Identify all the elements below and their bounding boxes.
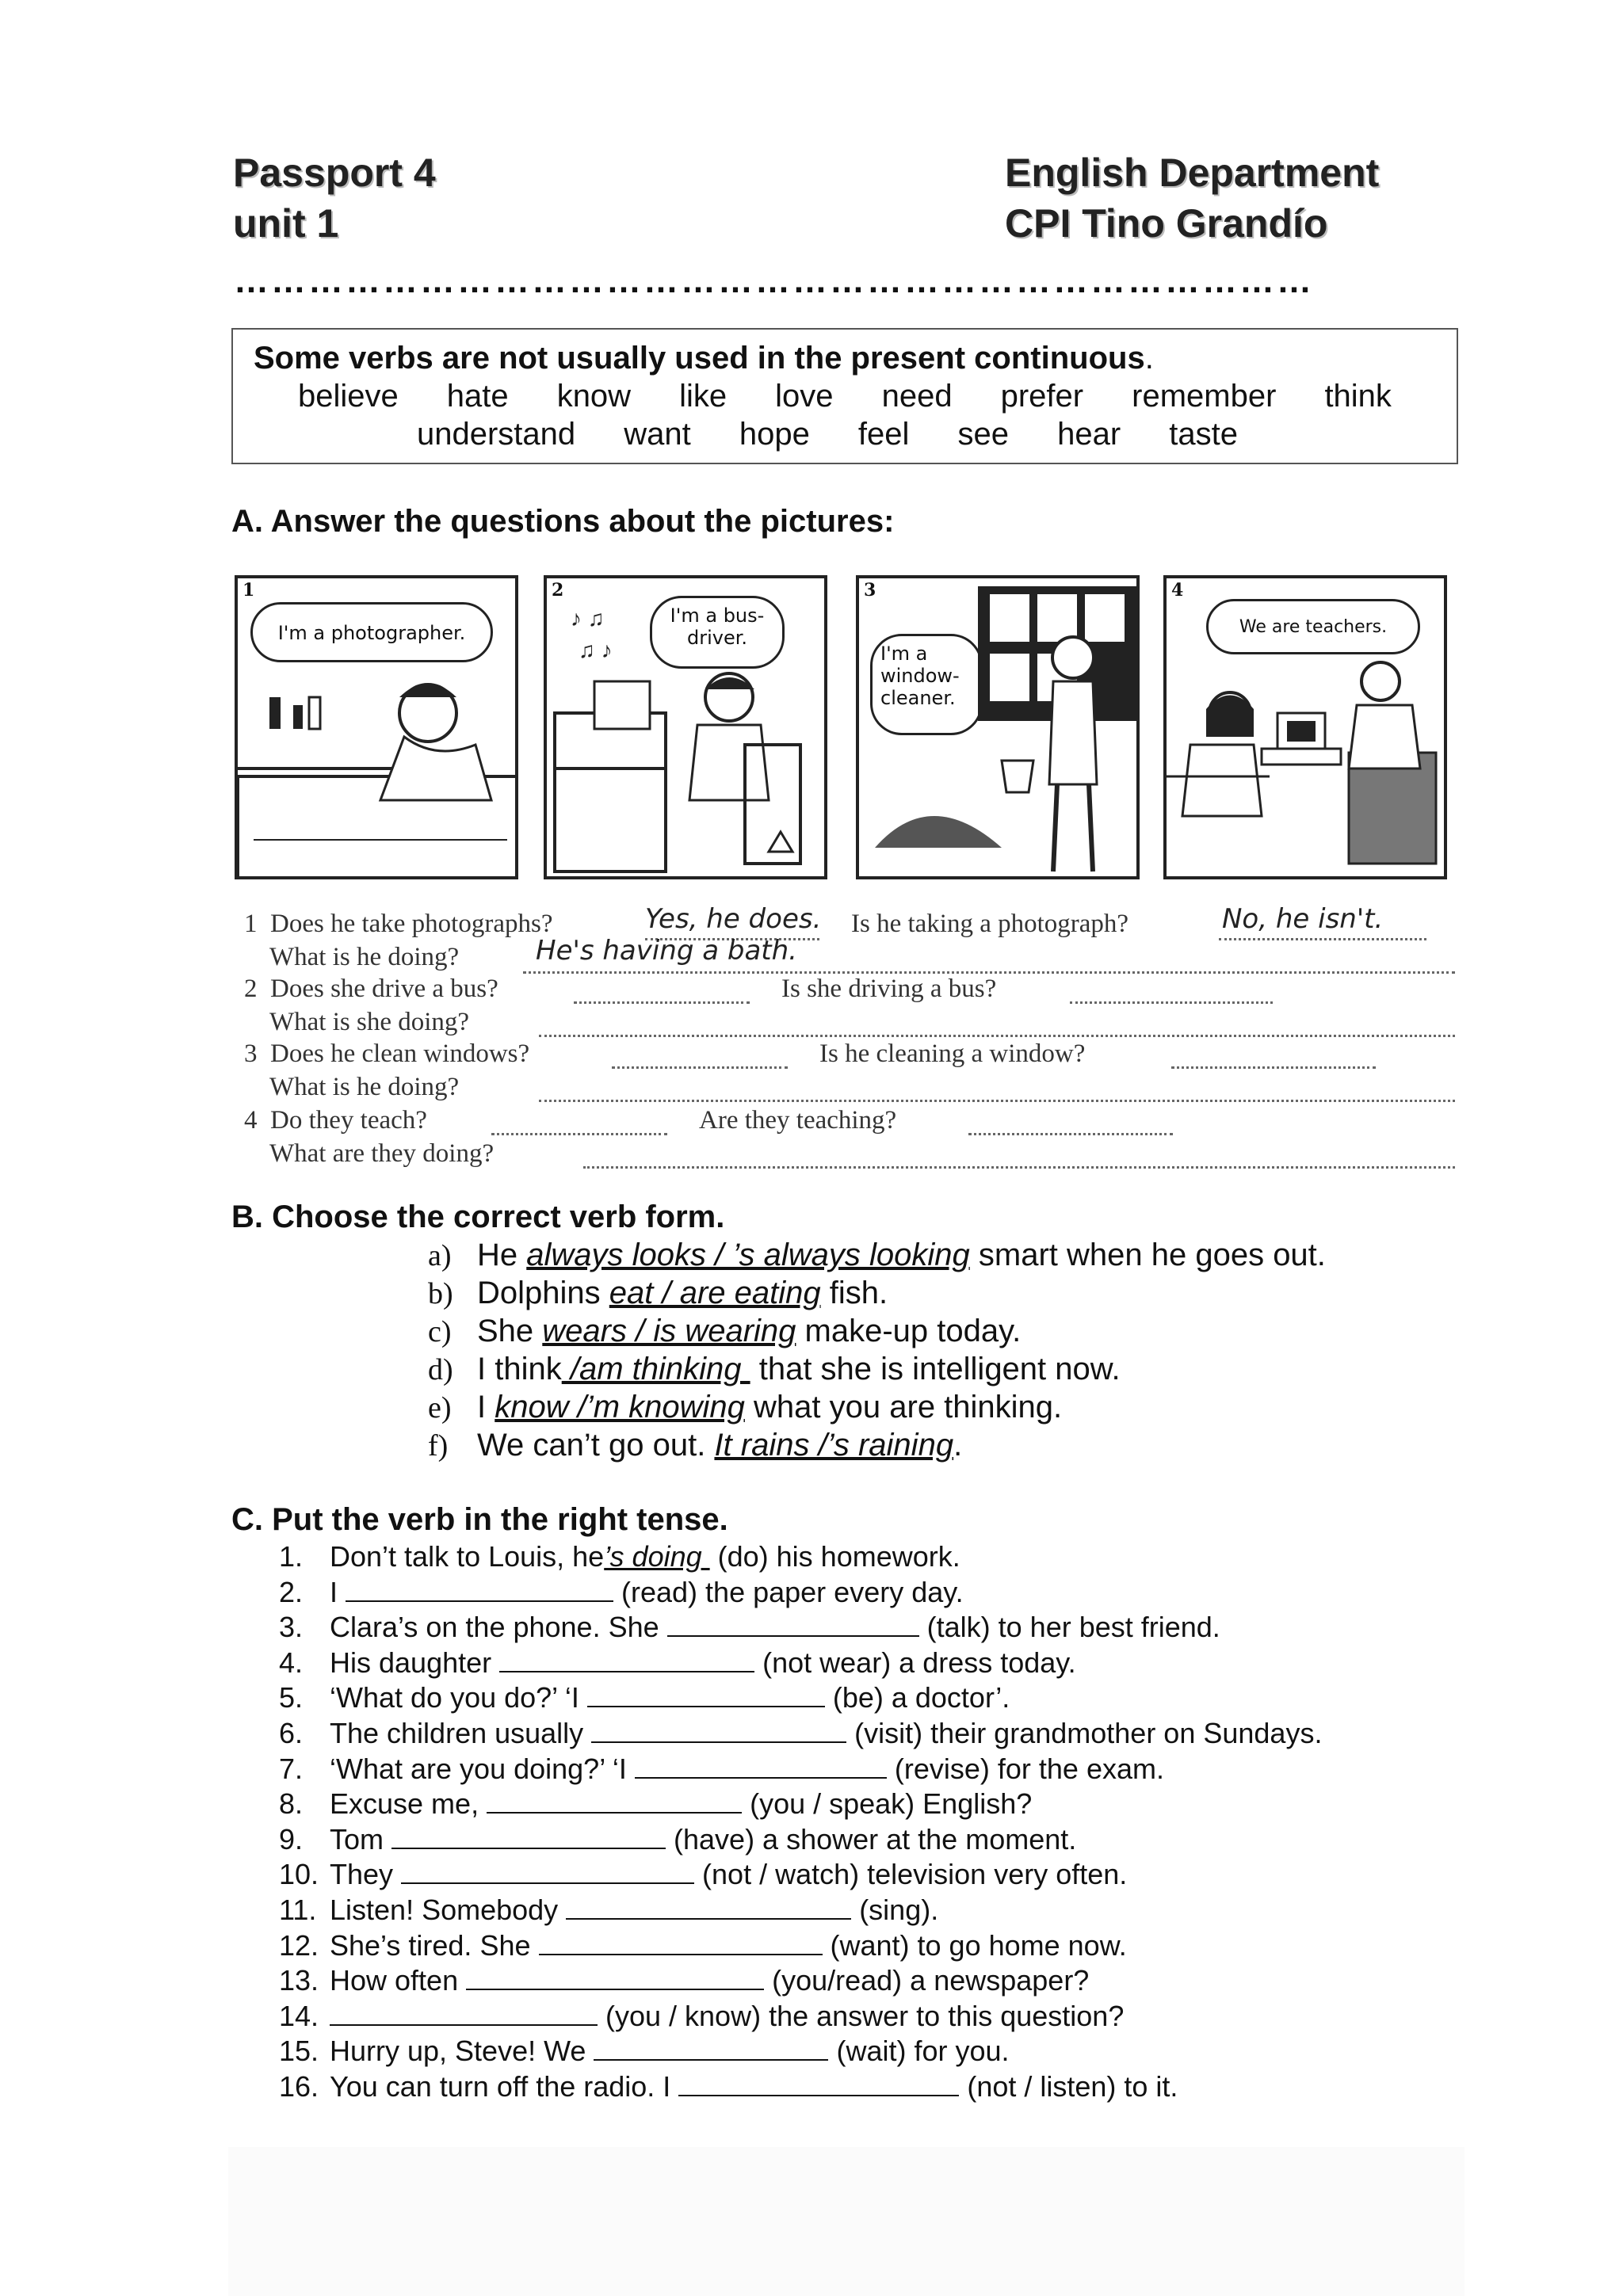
question-2-2: Is she driving a bus? (781, 974, 997, 1003)
item-text-after: (be) a doctor’. (824, 1681, 1010, 1714)
exercise-item (279, 1540, 960, 1573)
answer-line (539, 1035, 1455, 1037)
answer-line (583, 1166, 1455, 1169)
item-number: 7. (279, 1752, 304, 1785)
exercise-item (279, 2035, 1010, 2068)
answer-blank[interactable] (566, 1894, 851, 1920)
verb-word: hear (1057, 417, 1121, 452)
teachers-illustration (1167, 578, 1447, 879)
answer-blank[interactable] (487, 1788, 742, 1814)
item-text-after: make-up today. (796, 1314, 1022, 1348)
exercise-item (279, 2070, 1178, 2103)
item-text-before: Hurry up, Steve! We (330, 2035, 594, 2068)
item-number: 4. (279, 1646, 304, 1679)
item-text-after: (have) a shower at the moment. (666, 1822, 1077, 1855)
verb-options[interactable]: It rains /’s raining (714, 1428, 954, 1463)
item-text-after: (you / know) the answer to this question? (598, 1999, 1125, 2032)
item-letter: c) (428, 1315, 452, 1348)
verb-word: know (556, 379, 632, 414)
item-text-before: ‘What do you do?’ ‘I (330, 1681, 587, 1714)
verb-word: believe (298, 379, 399, 414)
verb-word: understand (417, 417, 576, 452)
question-2-3: What is she doing? (269, 1008, 470, 1036)
verb-word: taste (1169, 417, 1238, 452)
exercise-item (279, 1964, 1089, 1997)
exercise-item (279, 1681, 1010, 1714)
verb-options[interactable]: always looks / ’s always looking (526, 1238, 970, 1272)
answer-blank[interactable] (466, 1965, 764, 1990)
choice-item (428, 1238, 1326, 1273)
item-text-after: (talk) to her best friend. (918, 1611, 1220, 1644)
answer-1-2: No, he isn't. (1222, 903, 1384, 935)
question-3-2: Is he cleaning a window? (819, 1039, 1086, 1068)
choice-item (428, 1352, 1121, 1387)
answer-line (968, 1133, 1173, 1135)
answer-blank[interactable] (499, 1647, 754, 1672)
item-text-after: (sing). (851, 1894, 939, 1926)
choice-item (428, 1390, 1062, 1425)
item-text-before: ‘What are you doing?’ ‘I (330, 1752, 635, 1785)
verb-options[interactable]: know /’m knowing (495, 1390, 745, 1425)
item-text-before: They (330, 1858, 402, 1891)
item-number: 12. (279, 1928, 319, 1962)
verb-row-2 (417, 417, 1238, 452)
item-text-after: (want) to go home now. (822, 1928, 1127, 1962)
item-text-after: (revise) for the exam. (886, 1752, 1164, 1785)
item-number: 1. (279, 1540, 304, 1573)
svg-text:♪ ♫: ♪ ♫ (571, 606, 605, 631)
question-3-3: What is he doing? (269, 1073, 460, 1101)
question-4-2: Are they teaching? (699, 1106, 897, 1135)
item-text-before: Tom (330, 1822, 392, 1855)
item-text-before: His daughter (330, 1646, 500, 1679)
exercise-item (279, 1717, 1322, 1750)
item-number: 15. (279, 2035, 319, 2068)
verb-options[interactable]: eat / are eating (609, 1276, 821, 1310)
exercise-item (279, 1787, 1032, 1821)
item-letter: a) (428, 1239, 452, 1272)
page-bottom-shade (228, 2147, 1465, 2296)
answer-blank[interactable] (539, 1930, 823, 1955)
item-number: 5. (279, 1681, 304, 1714)
item-letter: f) (428, 1429, 449, 1463)
item-text-after: (you/read) a newspaper? (764, 1964, 1090, 1997)
choice-item (428, 1428, 962, 1463)
item-text-after: (do) his homework. (709, 1540, 960, 1573)
title-right-2: CPI Tino Grandío (1005, 201, 1328, 246)
panel-number: 3 (864, 580, 876, 601)
verb-word: need (881, 379, 953, 414)
picture-panel-1 (235, 575, 518, 879)
verb-word: want (624, 417, 691, 452)
item-text-after: (not wear) a dress today. (754, 1646, 1076, 1679)
verb-word: prefer (1000, 379, 1084, 414)
item-number: 16. (279, 2070, 319, 2103)
item-text-before: He (477, 1238, 527, 1272)
speech-bubble: We are teachers. (1206, 599, 1420, 654)
exercise-item (279, 1929, 1127, 1962)
verb-word: hope (739, 417, 810, 452)
panel-number: 4 (1171, 580, 1184, 601)
item-text-before: Excuse me, (330, 1787, 487, 1821)
answer-line (1070, 1001, 1273, 1004)
item-text-after: that she is intelligent now. (750, 1352, 1121, 1386)
woman-at-piano-illustration (547, 578, 827, 879)
answer-blank[interactable] (678, 2071, 959, 2096)
verb-word: like (679, 379, 727, 414)
answer-blank[interactable] (401, 1859, 694, 1884)
window-cleaner-illustration (859, 578, 1140, 879)
question-1-2: Is he taking a photograph? (851, 910, 1129, 938)
exercise-item (279, 1576, 964, 1609)
item-text-before: The children usually (330, 1717, 592, 1749)
exercise-item (279, 1823, 1076, 1856)
question-4-line-1: 4 Do they teach? (244, 1106, 427, 1135)
question-1-3: What is he doing? (269, 943, 460, 971)
picture-panel-3 (856, 575, 1140, 879)
section-a-heading: A. Answer the questions about the pictures: (231, 504, 895, 539)
item-number: 9. (279, 1822, 304, 1855)
item-text-before: She (477, 1314, 543, 1348)
answer-line (1171, 1066, 1376, 1069)
speech-bubble: I'm a bus-driver. (650, 596, 785, 669)
item-number: 11. (279, 1894, 317, 1926)
answer-blank[interactable] (330, 2000, 598, 2026)
item-number: 14. (279, 1999, 319, 2032)
item-letter: b) (428, 1277, 453, 1310)
section-c-heading: C. Put the verb in the right tense. (231, 1502, 728, 1537)
title-left-1: Passport 4 (233, 151, 436, 195)
verb-word: remember (1132, 379, 1277, 414)
verb-box-title: Some verbs are not usually used in the present continuous. (254, 341, 1154, 376)
item-text-after: (wait) for you. (828, 2035, 1010, 2068)
verb-row-1 (298, 379, 1392, 414)
item-text-before: Listen! Somebody (330, 1894, 567, 1926)
item-letter: e) (428, 1391, 452, 1425)
section-b-heading: B. Choose the correct verb form. (231, 1199, 725, 1234)
item-text-before: Clara’s on the phone. She (330, 1611, 667, 1644)
verb-word: hate (446, 379, 509, 414)
question-2-line-1: 2 Does she drive a bus? (244, 974, 498, 1003)
item-text-after: (not / listen) to it. (959, 2070, 1178, 2103)
item-text-after: what you are thinking. (744, 1390, 1063, 1425)
answer-1-1: Yes, he does. (645, 903, 822, 935)
item-text-before: She’s tired. She (330, 1928, 539, 1962)
exercise-item (279, 1858, 1127, 1891)
item-text-after: fish. (820, 1276, 888, 1310)
item-text-after: (read) the paper every day. (613, 1575, 964, 1608)
question-1-line-1: 1 Does he take photographs? (244, 910, 553, 938)
question-4-3: What are they doing? (269, 1139, 495, 1168)
answer-blank[interactable] (667, 1611, 919, 1637)
picture-panel-2 (544, 575, 827, 879)
speech-bubble: I'm a photographer. (250, 602, 493, 662)
svg-text:♫ ♪: ♫ ♪ (579, 638, 613, 662)
item-number: 2. (279, 1575, 304, 1608)
answer-line (491, 1133, 667, 1135)
verb-options[interactable]: wears / is wearing (542, 1314, 796, 1348)
item-text-after: . (953, 1428, 963, 1463)
item-text-after: smart when he goes out. (969, 1238, 1326, 1272)
choice-item (428, 1314, 1021, 1349)
dotted-divider: …………………………………………………………………………… (234, 261, 1314, 300)
answer-line (612, 1066, 788, 1069)
verb-word: feel (857, 417, 910, 452)
item-text-after: (you / speak) English? (742, 1787, 1033, 1821)
exercise-item (279, 1611, 1220, 1644)
answer-1-3: He's having a bath. (536, 935, 797, 967)
item-text-before: I (330, 1575, 346, 1608)
exercise-item (279, 1894, 938, 1927)
item-number: 10. (279, 1858, 319, 1891)
item-number: 3. (279, 1611, 304, 1644)
answer-blank[interactable] (346, 1577, 613, 1602)
item-number: 8. (279, 1787, 304, 1821)
panel-number: 1 (242, 580, 255, 601)
answer-blank[interactable] (594, 2035, 828, 2061)
item-text-before: I (477, 1390, 495, 1425)
verb-word: think (1324, 379, 1392, 414)
title-left-2: unit 1 (233, 201, 339, 246)
item-text-before: You can turn off the radio. I (330, 2070, 679, 2103)
item-number: 13. (279, 1964, 319, 1997)
picture-panel-4 (1163, 575, 1447, 879)
speech-bubble: I'm a window-cleaner. (870, 634, 983, 735)
item-text-before: Dolphins (477, 1276, 609, 1310)
answer-blank[interactable] (587, 1682, 825, 1707)
answer-blank[interactable] (635, 1753, 887, 1779)
verb-word: love (775, 379, 834, 414)
item-text-after: (not / watch) television very often. (694, 1858, 1128, 1891)
answer-line (1219, 938, 1426, 940)
item-text-before: Don’t talk to Louis, he (330, 1540, 605, 1573)
answer-blank[interactable] (591, 1718, 846, 1743)
example-answer: ’s doing (604, 1540, 710, 1573)
exercise-item (279, 2000, 1124, 2033)
man-in-bath-illustration (238, 578, 518, 879)
item-number: 6. (279, 1717, 304, 1749)
title-right-1: English Department (1005, 151, 1380, 195)
item-text-after: (visit) their grandmother on Sundays. (846, 1717, 1323, 1749)
item-text-before: We can’t go out. (477, 1428, 715, 1463)
answer-line (539, 1100, 1455, 1102)
verb-word: see (957, 417, 1010, 452)
answer-line (523, 971, 1455, 974)
question-3-line-1: 3 Does he clean windows? (244, 1039, 530, 1068)
answer-line (574, 1001, 750, 1004)
exercise-item (279, 1753, 1164, 1786)
panel-number: 2 (552, 580, 564, 601)
choice-item (428, 1276, 888, 1311)
answer-blank[interactable] (391, 1824, 666, 1849)
verb-options[interactable]: /am thinking (561, 1352, 750, 1386)
item-text-before: I think (477, 1352, 562, 1386)
exercise-item (279, 1646, 1076, 1680)
item-text-before: How often (330, 1964, 467, 1997)
item-letter: d) (428, 1353, 453, 1386)
